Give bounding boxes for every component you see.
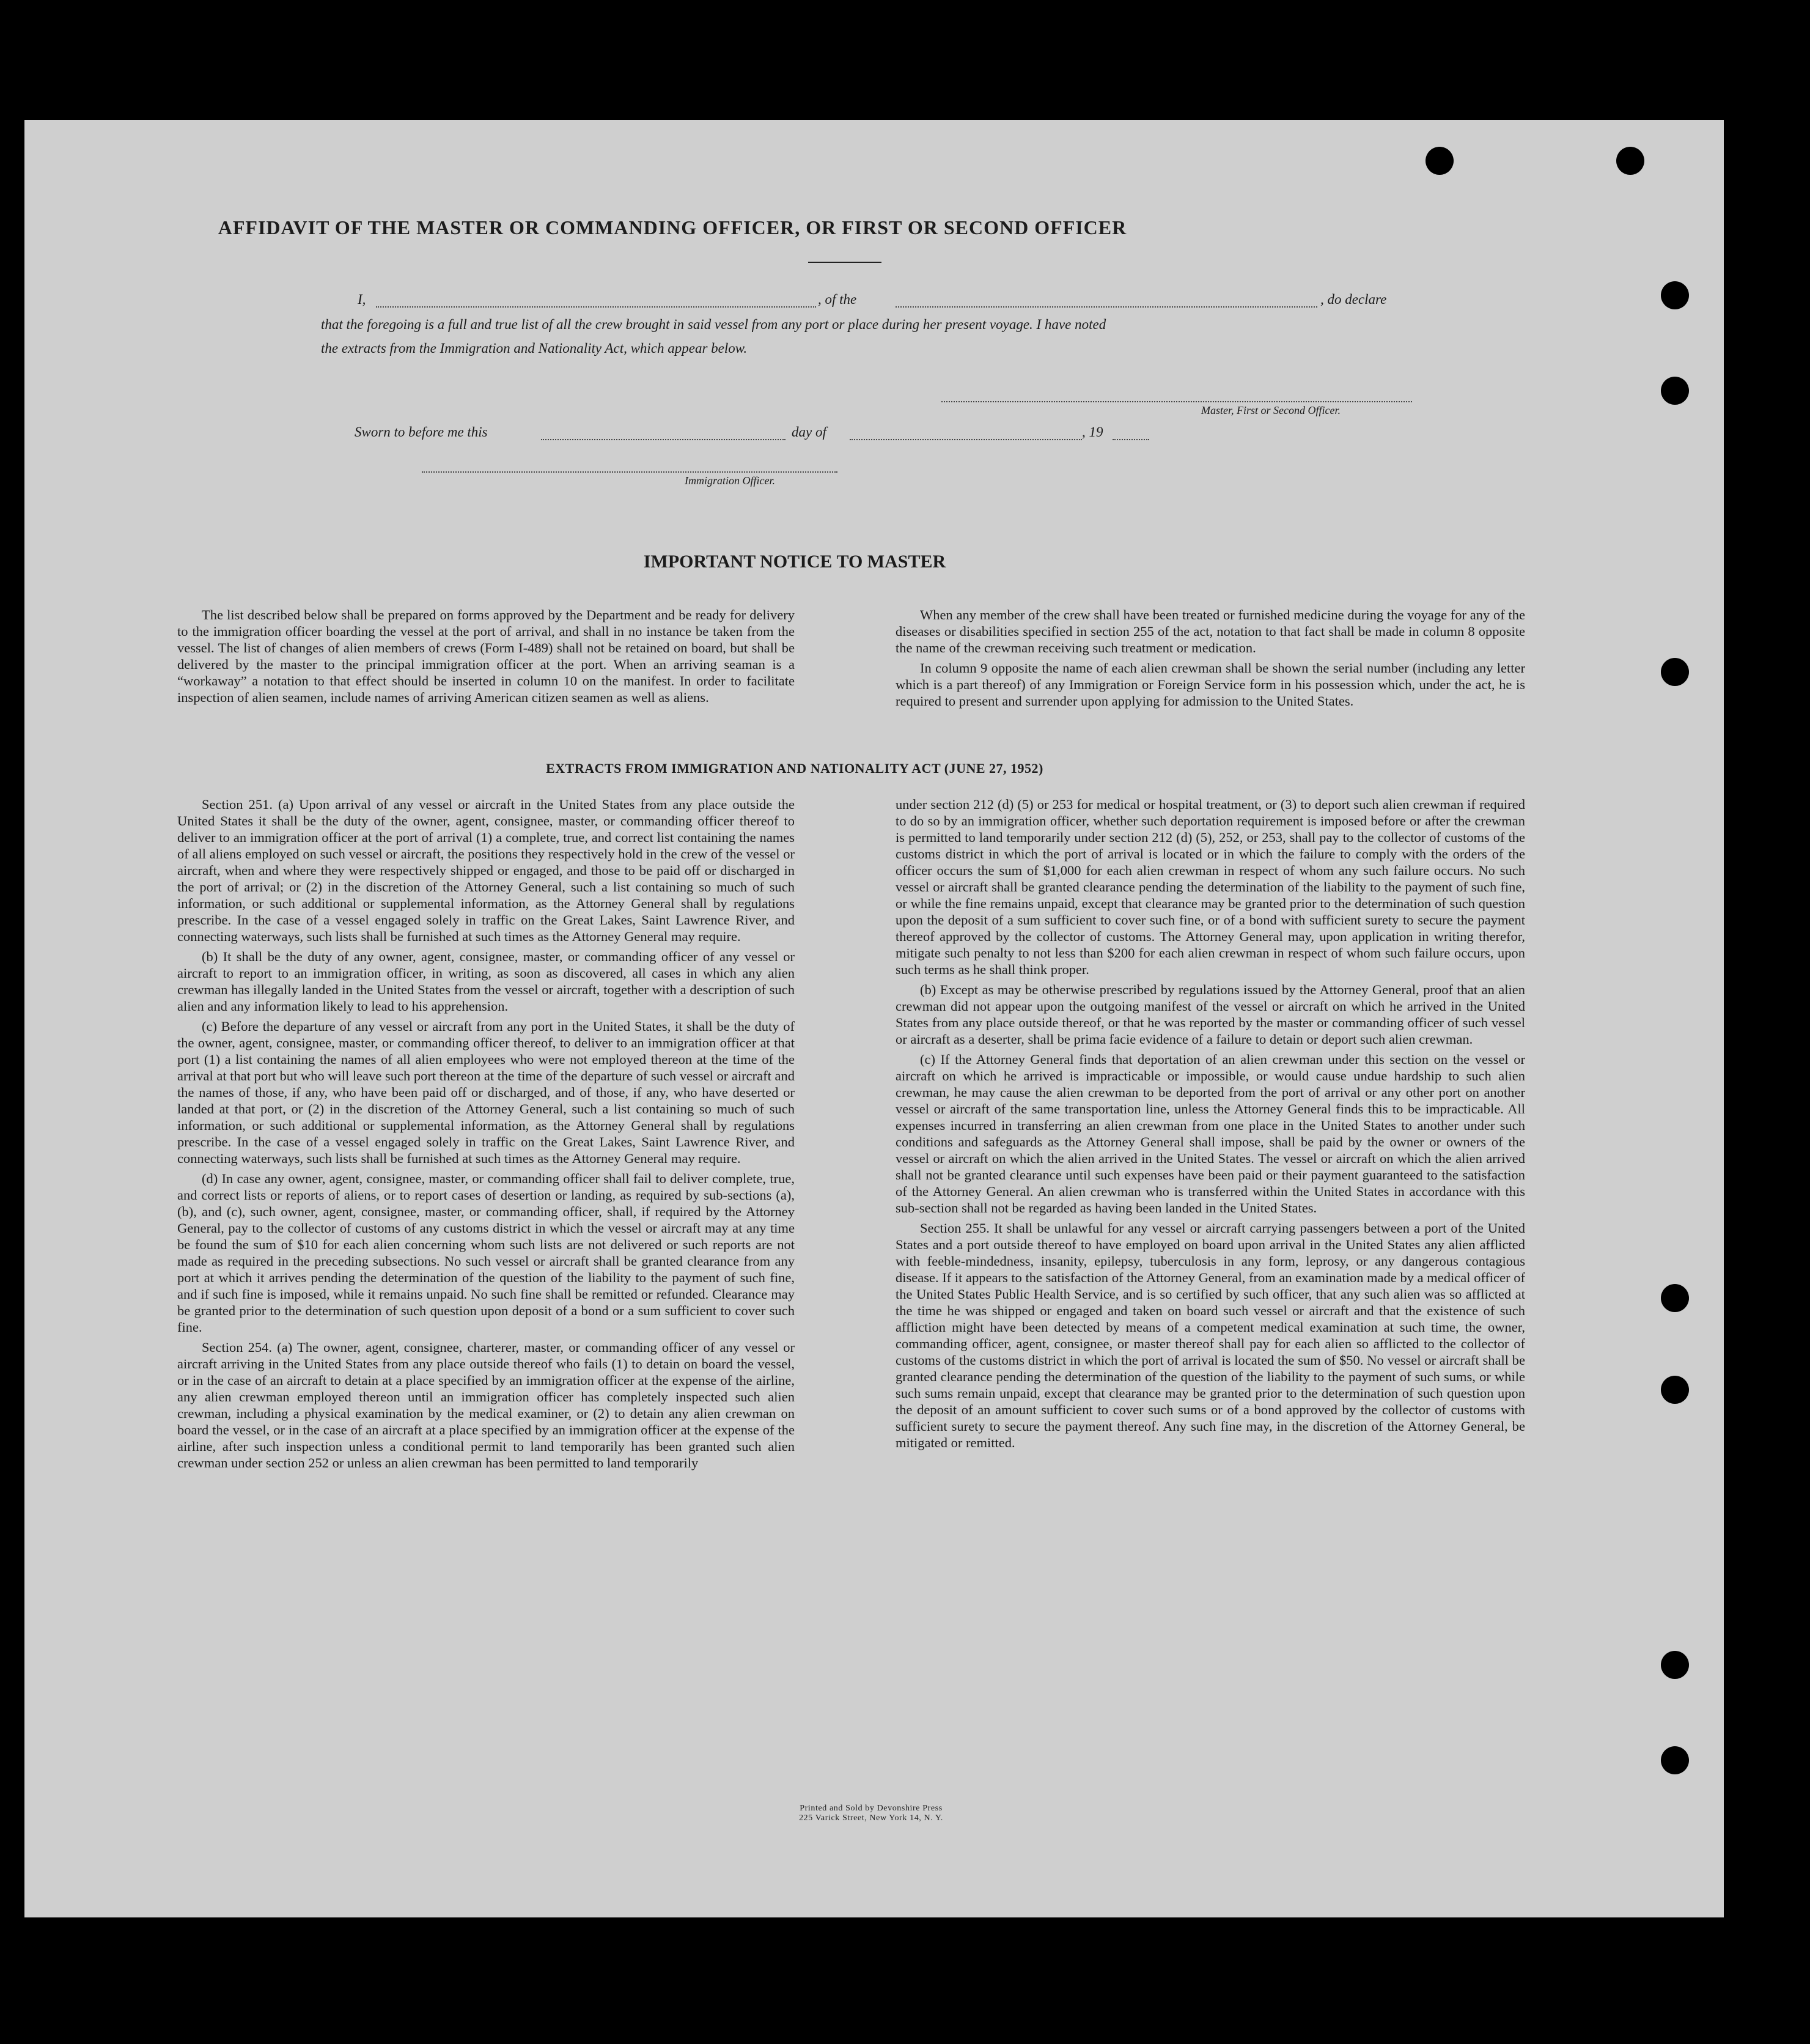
do-declare-label: , do declare — [1320, 292, 1387, 307]
section-paragraph: Section 251. (a) Upon arrival of any vessel or aircraft in the United States from any place outside the United States it shall be the duty of the owner, agent, consignee, master, or commanding officer thereof to deliver to an immigration officer at the port of arrival (1) a complete, true, and correct list containing the names of all aliens employed on such vessel or aircraft, the positions they respectively hold in the crew of the vessel or aircraft, when and where they were respectively shipped or engaged, and those to be paid off or discharged in the port of arrival; or (2) in the discretion of the Attorney General, such a list containing so much of such information, or such additional or supplemental information, as the Attorney General shall by regulations prescribe. In the case of a vessel engaged solely in traffic on the Great Lakes, Saint Lawrence River, and connecting waterways, such lists shall be furnished at such times as the Attorney General may require. — [177, 797, 795, 944]
section-paragraph: under section 212 (d) (5) or 253 for medical or hospital treatment, or (3) to deport such alien crewman if required to do so by an immigration officer, whether such deportation requirement is imposed before or after the crewman is permitted to land temporarily under section 212 (d) (5), 252, or 253, shall pay to the collector of customs of the customs district in which the port of arrival is located or in which the failure to comply with the orders of the officer occurs the sum of $1,000 for each alien crewman in respect of whom any such failure occurs. No such vessel or aircraft shall be granted clearance pending the determination of the liability to the payment of such fine, or while the fine remains unpaid, except that clearance may be granted prior to the determination of such question upon the deposit of a sum sufficient to cover such fine, or of a bond with sufficient surety to secure the payment thereof approved by the collector of customs. The Attorney General may, upon application in writing therefor, mitigate such penalty to not less than $200 for each alien crewman in respect of whom such failure occurs, upon such terms as he shall think proper. — [896, 797, 1525, 977]
extracts-left-column — [177, 796, 795, 1475]
punch-hole — [1661, 1746, 1689, 1774]
punch-hole — [1661, 658, 1689, 686]
section-paragraph: (c) If the Attorney General finds that deportation of an alien crewman under this section on the vessel or aircraft on which he arrived is impracticable or impossible, or would cause undue hardship to such alien crewman, he may cause the alien crewman to be deported from the port of arrival or any other port on another vessel or aircraft of the same transportation line, unless the Attorney General finds this to be impracticable. All expenses incurred in transferring an alien crewman from one place in the United States to another under such conditions and safeguards as the Attorney General shall impose, shall be paid by the owner or owners of the vessel or aircraft on which the alien arrived in the United States. The vessel or aircraft on which the alien arrived shall not be granted clearance until such expenses have been paid or their payment guaranteed to the satisfaction of the Attorney General. An alien crewman who is transferred within the United States in accordance with this sub-section shall not be regarded as having been landed in the United States. — [896, 1052, 1525, 1216]
master-signature-label: Master, First or Second Officer. — [1201, 404, 1341, 416]
declaration-line-2: the extracts from the Immigration and Nationality Act, which appear below. — [321, 341, 748, 356]
form-sheet — [24, 120, 1724, 1917]
sworn-year-field[interactable] — [1113, 439, 1149, 440]
title-underline — [808, 262, 881, 263]
notice-paragraph: When any member of the crew shall have been treated or furnished medicine during the voyage for any of the diseases or disabilities specified in section 255 of the act, notation to that fact shall be made in column 8 opposite the name of the crewman receiving such treatment or medication. — [896, 607, 1525, 655]
master-signature-field[interactable] — [941, 401, 1412, 402]
extracts-right-column — [896, 796, 1525, 1455]
notice-paragraph: In column 9 opposite the name of each alien crewman shall be shown the serial number (including any letter which is a part thereof) of any Immigration or Foreign Service form in his possession which, under the act, he is required to present and surrender upon applying for admission to the United States. — [896, 660, 1525, 709]
affidavit-title: AFFIDAVIT OF THE MASTER OR COMMANDING OFFICER, OR FIRST OR SECOND OFFICER — [218, 216, 1127, 238]
punch-hole — [1426, 147, 1454, 175]
punch-hole — [1616, 147, 1644, 175]
punch-hole — [1661, 377, 1689, 405]
notice-title: IMPORTANT NOTICE TO MASTER — [643, 552, 946, 572]
of-the-label: , of the — [818, 292, 857, 307]
vessel-name-field[interactable] — [896, 306, 1317, 308]
section-paragraph: (b) It shall be the duty of any owner, agent, consignee, master, or commanding officer of any vessel or aircraft to report to an immigration officer, in writing, as soon as discovered, all cases in which any alien crewman has illegally landed in the United States from the vessel or aircraft, together with a description of such alien and any information likely to lead to his apprehension. — [177, 949, 795, 1014]
section-paragraph: (d) In case any owner, agent, consignee, master, or commanding officer shall fail to deliver complete, true, and correct lists or reports of aliens, or to report cases of desertion or landing, as required by sub-sections (a), (b), and (c), such owner, agent, consignee, master, or commanding officer, shall, if required by the Attorney General, pay to the collector of customs of any customs district in which the vessel or aircraft may at any time be found the sum of $10 for each alien concerning whom such lists are not delivered or such reports are not made as required in the preceding subsections. No such vessel or aircraft shall be granted clearance from any port at which it arrives pending the determination of the question of the liability to the payment of such fine, and if such fine is imposed, while it remains unpaid. No such fine shall be remitted or refunded. Clearance may be granted prior to the determination of such question upon deposit of a bond or a sum sufficient to cover such fine. — [177, 1171, 795, 1335]
notice-right-column — [896, 607, 1525, 713]
section-paragraph: (c) Before the departure of any vessel or aircraft from any port in the United States, it shall be the duty of the owner, agent, consignee, master, or commanding officer thereof, to deliver to an immigration officer at that port (1) a list containing the names of all alien employees who were not employed thereon at the time of the arrival at that port but who will leave such port thereon at the time of the departure of such vessel or aircraft and the names of those, if any, who have been paid off or discharged, and of those, if any, who have deserted or landed at that port, or (2) in the discretion of the Attorney General, such a list containing so much of such information, or such additional or supplemental information, as the Attorney General shall by regulations prescribe. In the case of a vessel engaged solely in traffic on the Great Lakes, Saint Lawrence River, and connecting waterways, such lists shall be furnished at such times as the Attorney General may require. — [177, 1019, 795, 1166]
immigration-officer-label: Immigration Officer. — [685, 474, 775, 487]
punch-hole — [1661, 1376, 1689, 1404]
extracts-title: EXTRACTS FROM IMMIGRATION AND NATIONALITY ACT (JUNE 27, 1952) — [546, 761, 1043, 776]
printer-line-1: Printed and Sold by Devonshire Press — [800, 1804, 943, 1813]
sworn-month-field[interactable] — [850, 439, 1082, 440]
section-paragraph: Section 255. It shall be unlawful for any vessel or aircraft carrying passengers between a port of the United States and a port outside thereof to have employed on board upon arrival in the United States any alien afflicted with feeble-mindedness, insanity, epilepsy, tuberculosis in any form, leprosy, or any dangerous contagious disease. If it appears to the satisfaction of the Attorney General, from an examination made by a medical officer of the United States Public Health Service, and is so certified by such officer, that any such alien was so afflicted at the time he was shipped or engaged and taken on board such vessel or aircraft and that the existence of such affliction might have been detected by means of a competent medical examination at such time, the owner, commanding officer, agent, consignee, or master thereof shall pay for each alien so afflicted to the collector of customs of the customs district in which the port of arrival is located the sum of $50. No vessel or aircraft shall be granted clearance pending the determination of the question of the liability to the payment of such sums, or while such sums remain unpaid, except that clearance may be granted prior to the determination of such question upon the deposit of an amount sufficient to cover such sums or of a bond approved by the collector of customs with sufficient surety to secure the payment thereof. Any such fine may, in the discretion of the Attorney General, be mitigated or remitted. — [896, 1220, 1525, 1450]
punch-hole — [1661, 1651, 1689, 1679]
day-of-label: day of — [792, 424, 826, 440]
notice-left-column — [177, 607, 795, 709]
year-label: , 19 — [1082, 424, 1103, 440]
printer-line-2: 225 Varick Street, New York 14, N. Y. — [799, 1813, 943, 1823]
affiant-name-field[interactable] — [376, 306, 816, 308]
affiant-label: I, — [358, 292, 366, 307]
sworn-day-field[interactable] — [541, 439, 785, 440]
punch-hole — [1661, 281, 1689, 309]
sworn-label: Sworn to before me this — [355, 424, 488, 440]
punch-hole — [1661, 1284, 1689, 1312]
declaration-line-1: that the foregoing is a full and true list of all the crew brought in said vessel from any port or place during her present voyage. I have noted — [321, 317, 1106, 332]
section-paragraph: (b) Except as may be otherwise prescribed by regulations issued by the Attorney General, proof that an alien crewman did not appear upon the outgoing manifest of the vessel or aircraft on which he arrived in the United States from any place outside thereof, or that he was reported by the master or commanding officer of such vessel or aircraft as a deserter, shall be prima facie evidence of a failure to detain or deport such alien crewman. — [896, 982, 1525, 1047]
immigration-officer-signature-field[interactable] — [422, 471, 837, 473]
section-paragraph: Section 254. (a) The owner, agent, consignee, charterer, master, or commanding officer of any vessel or aircraft arriving in the United States from any place outside thereof who fails (1) to detain on board the vessel, or in the case of an aircraft to detain at a place specified by an immigration officer at the expense of the airline, any alien crewman employed thereon until an immigration officer has completely inspected such alien crewman, including a physical examination by the medical examiner, or (2) to detain any alien crewman on board the vessel, or in the case of an aircraft at a place specified by an immigration officer at the expense of the airline, after such inspection unless a conditional permit to land temporarily has been granted such alien crewman under section 252 or unless an alien crewman has been permitted to land temporarily — [177, 1340, 795, 1470]
notice-paragraph: The list described below shall be prepared on forms approved by the Department and be ready for delivery to the immigration officer boarding the vessel at the port of arrival, and shall in no instance be taken from the vessel. The list of changes of alien members of crews (Form I-489) shall not be retained on board, but shall be delivered by the master to the principal immigration officer at the port. When an arriving seaman is a “workaway” a notation to that effect should be inserted in column 10 on the manifest. In order to facilitate inspection of alien seamen, include names of arriving American citizen seamen as well as aliens. — [177, 607, 795, 705]
printer-imprint — [727, 1804, 1015, 1823]
